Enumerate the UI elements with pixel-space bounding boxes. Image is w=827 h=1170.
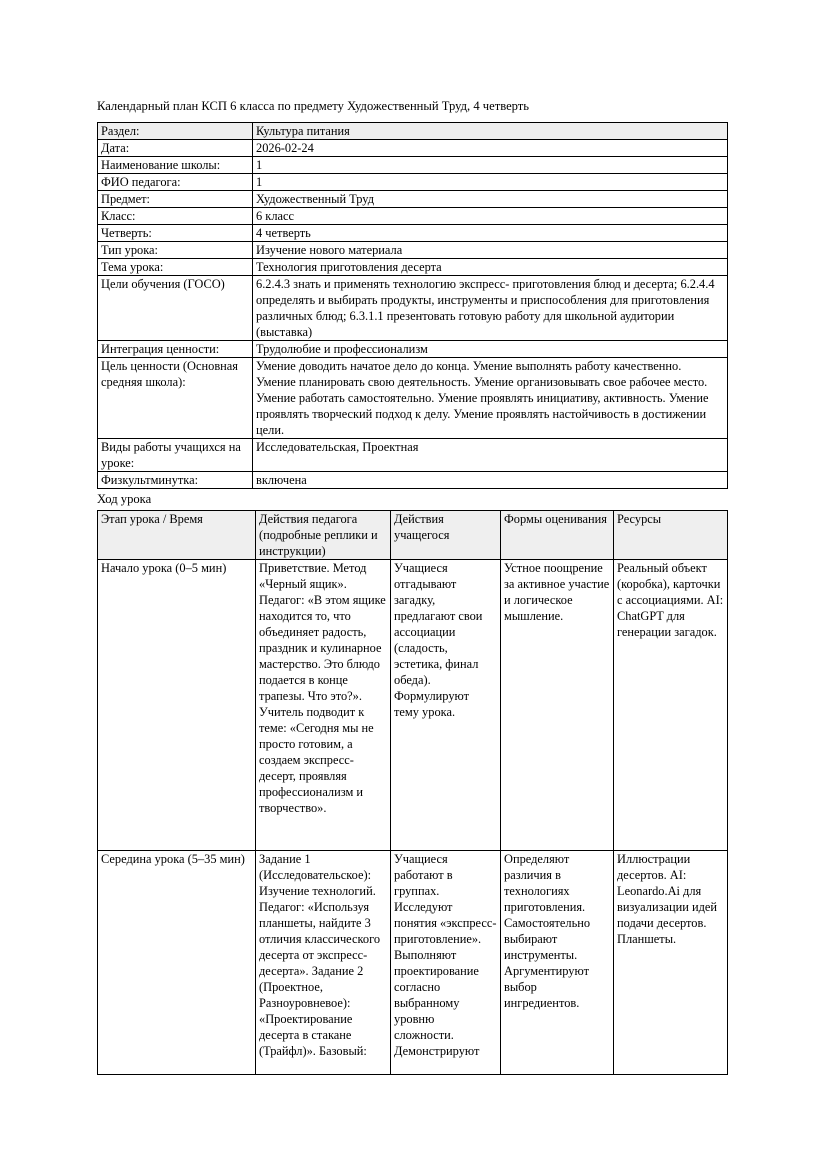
table-row bbox=[98, 123, 728, 140]
info-label-data: Дата: bbox=[98, 140, 253, 157]
info-label-work-types: Виды работы учащихся на уроке: bbox=[98, 439, 253, 472]
info-value-values-goal: Умение доводить начатое дело до конца. Умение выполнять работу качественно. Умение планировать свою деятельность. Умение организовывать свое рабочее место. Умение работать самостоятельно. Умение проявлять инициативу, активность. Умение проявлять творческий подход к делу. Умение проявлять настойчивость в достижении цели. bbox=[253, 358, 728, 439]
table-row bbox=[98, 259, 728, 276]
info-value-values-integration: Трудолюбие и профессионализм bbox=[253, 341, 728, 358]
resources-middle: Иллюстрации десертов. AI: Leonardo.Ai для визуализации идей подачи десертов. Планшеты. bbox=[617, 852, 718, 946]
info-label-goals: Цели обучения (ГОСО) bbox=[98, 276, 253, 341]
info-value-school: 1 bbox=[253, 157, 728, 174]
table-row bbox=[98, 225, 728, 242]
resources-start: Реальный объект (коробка), карточки с ассоциациями. AI: ChatGPT для генерации загадок. bbox=[617, 561, 724, 639]
info-value-lesson-type: Изучение нового материала bbox=[253, 242, 728, 259]
info-label-values-integration: Интеграция ценности: bbox=[98, 341, 253, 358]
lesson-course-table bbox=[97, 510, 728, 1075]
assessment-middle: Определяют различия в технологиях приготовления. Самостоятельно выбирают инструменты. Аргументируют выбор ингредиентов. bbox=[504, 852, 591, 1010]
info-label-razdel: Раздел: bbox=[98, 123, 253, 140]
table-row bbox=[98, 140, 728, 157]
info-label-school: Наименование школы: bbox=[98, 157, 253, 174]
info-value-fizkultminutka: включена bbox=[253, 472, 728, 489]
table-row bbox=[98, 174, 728, 191]
col-header-stage: Этап урока / Время bbox=[98, 511, 256, 560]
table-row bbox=[98, 341, 728, 358]
info-value-teacher: 1 bbox=[253, 174, 728, 191]
teacher-actions-start: Приветствие. Метод «Черный ящик». Педагог: «В этом ящике находится то, что объединяет радость, праздник и кулинарное мастерство. Это блюдо подается в конце трапезы. Что это?». Учитель подводит к теме: «Сегодня мы не просто готовим, а создаем экспресс-десерт, проявляя профессионализм и творчество». bbox=[259, 561, 386, 815]
student-actions-start: Учащиеся отгадывают загадку, предлагают свои ассоциации (сладость, эстетика, финал обеда). Формулируют тему урока. bbox=[394, 561, 483, 719]
table-row bbox=[98, 358, 728, 439]
stage-middle: Середина урока (5–35 мин) bbox=[101, 852, 245, 866]
page-title: Календарный план КСП 6 класса по предмету Художественный Труд, 4 четверть bbox=[97, 99, 530, 113]
info-label-teacher: ФИО педагога: bbox=[98, 174, 253, 191]
col-header-assessment: Формы оценивания bbox=[501, 511, 614, 560]
lesson-row-middle bbox=[98, 851, 728, 1075]
info-value-quarter: 4 четверть bbox=[253, 225, 728, 242]
info-label-lesson-topic: Тема урока: bbox=[98, 259, 253, 276]
info-value-class: 6 класс bbox=[253, 208, 728, 225]
lesson-row-start bbox=[98, 560, 728, 851]
student-actions-middle: Учащиеся работают в группах. Исследуют понятия «экспресс-приготовление». Выполняют проектирование согласно выбранному уровню сложности. Демонстрируют bbox=[394, 852, 497, 1058]
col-header-teacher-actions: Действия педагога (подробные реплики и инструкции) bbox=[256, 511, 391, 560]
table-row bbox=[98, 242, 728, 259]
info-label-quarter: Четверть: bbox=[98, 225, 253, 242]
table-row bbox=[98, 276, 728, 341]
info-value-data: 2026-02-24 bbox=[253, 140, 728, 157]
table-row bbox=[98, 472, 728, 489]
teacher-actions-middle: Задание 1 (Исследовательское): Изучение технологий. Педагог: «Используя планшеты, найдите 3 отличия классического десерта от экспресс-десерта». Задание 2 (Проектное, Разноуровневое): «Проектирование десерта в стакане (Трайфл)». Базовый: bbox=[259, 852, 381, 1058]
table-row bbox=[98, 208, 728, 225]
table-row bbox=[98, 157, 728, 174]
col-header-student-actions: Действия учащегося bbox=[391, 511, 501, 560]
lesson-header-row bbox=[98, 511, 728, 560]
info-value-lesson-topic: Технология приготовления десерта bbox=[253, 259, 728, 276]
info-label-subject: Предмет: bbox=[98, 191, 253, 208]
col-header-resources: Ресурсы bbox=[614, 511, 728, 560]
info-value-razdel: Культура питания bbox=[253, 123, 728, 140]
info-label-lesson-type: Тип урока: bbox=[98, 242, 253, 259]
stage-start: Начало урока (0–5 мин) bbox=[101, 561, 227, 575]
info-value-goals: 6.2.4.3 знать и применять технологию экспресс- приготовления блюд и десерта; 6.2.4.4 определять и выбирать продукты, инструменты и приспособления для приготовления различных блюд; 6.3.1.1 презентовать готовую работу для школьной аудитории (выставка) bbox=[253, 276, 728, 341]
table-row bbox=[98, 439, 728, 472]
table-row bbox=[98, 191, 728, 208]
info-value-work-types: Исследовательская, Проектная bbox=[253, 439, 728, 472]
section-heading-lesson-course: Ход урока bbox=[97, 492, 152, 506]
assessment-start: Устное поощрение за активное участие и логическое мышление. bbox=[504, 561, 610, 623]
info-label-fizkultminutka: Физкультминутка: bbox=[98, 472, 253, 489]
info-label-class: Класс: bbox=[98, 208, 253, 225]
info-label-values-goal: Цель ценности (Основная средняя школа): bbox=[98, 358, 253, 439]
info-value-subject: Художественный Труд bbox=[253, 191, 728, 208]
lesson-info-table bbox=[97, 122, 728, 489]
